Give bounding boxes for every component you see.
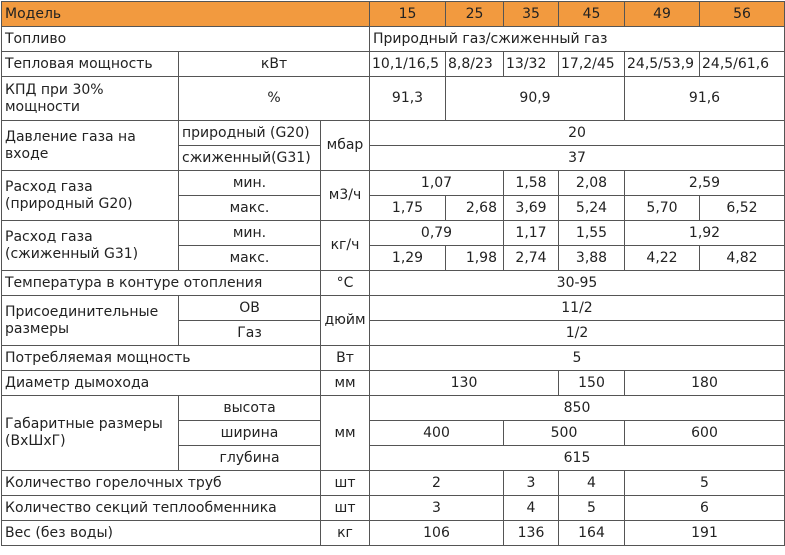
connection-gas-label: Газ xyxy=(179,321,321,346)
heat-output-value: 24,5/61,6 xyxy=(700,52,785,77)
fuel-row xyxy=(2,27,785,52)
weight-value: 136 xyxy=(504,521,559,546)
connection-row xyxy=(2,296,785,321)
efficiency-row xyxy=(2,77,785,121)
gas-flow-natural-max-value: 3,69 xyxy=(504,196,559,221)
gas-flow-natural-max-value: 5,70 xyxy=(625,196,700,221)
gas-flow-liquefied-min-label: мин. xyxy=(179,221,321,246)
gas-pressure-natural-label: природный (G20) xyxy=(179,121,321,146)
heat-output-value: 8,8/23 xyxy=(446,52,504,77)
fuel-label: Топливо xyxy=(2,27,370,52)
header-model-label: Модель xyxy=(2,2,370,27)
gas-flow-liquefied-max-value: 2,74 xyxy=(504,246,559,271)
power-consumption-row xyxy=(2,346,785,371)
exchanger-sections-label: Количество секций теплообменника xyxy=(2,496,321,521)
power-consumption-value: 5 xyxy=(370,346,785,371)
burner-tubes-value: 2 xyxy=(370,471,504,496)
gas-pressure-label: Давление газа на входе xyxy=(2,121,179,171)
weight-value: 164 xyxy=(559,521,625,546)
gas-pressure-liquefied-label: сжиженный(G31) xyxy=(179,146,321,171)
gas-flow-liquefied-unit: кг/ч xyxy=(321,221,370,271)
header-row xyxy=(2,2,785,27)
model-35: 35 xyxy=(504,2,559,27)
gas-flow-natural-min-value: 2,59 xyxy=(625,171,785,196)
dimensions-row xyxy=(2,396,785,421)
burner-tubes-value: 4 xyxy=(559,471,625,496)
model-49: 49 xyxy=(625,2,700,27)
heating-temp-label: Температура в контуре отопления xyxy=(2,271,321,296)
dimensions-label: Габаритные размеры (ВхШхГ) xyxy=(2,396,179,471)
gas-flow-natural-min-value: 1,58 xyxy=(504,171,559,196)
exchanger-sections-value: 3 xyxy=(370,496,504,521)
heat-output-value: 10,1/16,5 xyxy=(370,52,446,77)
exchanger-sections-unit: шт xyxy=(321,496,370,521)
weight-row xyxy=(2,521,785,546)
gas-flow-liquefied-min-value: 0,79 xyxy=(370,221,504,246)
gas-pressure-liquefied-value: 37 xyxy=(370,146,785,171)
connection-unit: дюйм xyxy=(321,296,370,346)
gas-flow-liquefied-min-value: 1,92 xyxy=(625,221,785,246)
heating-temp-unit: °C xyxy=(321,271,370,296)
heat-output-unit: кВт xyxy=(179,52,370,77)
weight-value: 191 xyxy=(625,521,785,546)
gas-flow-liquefied-max-value: 4,82 xyxy=(700,246,785,271)
efficiency-value: 91,3 xyxy=(370,77,446,121)
exchanger-sections-value: 5 xyxy=(559,496,625,521)
power-consumption-label: Потребляемая мощность xyxy=(2,346,321,371)
power-consumption-unit: Вт xyxy=(321,346,370,371)
dimensions-unit: мм xyxy=(321,396,370,471)
gas-flow-natural-row xyxy=(2,171,785,196)
gas-flow-natural-max-label: макс. xyxy=(179,196,321,221)
efficiency-unit: % xyxy=(179,77,370,121)
dimensions-width-value: 400 xyxy=(370,421,504,446)
flue-diameter-value: 150 xyxy=(559,371,625,396)
dimensions-height-value: 850 xyxy=(370,396,785,421)
model-25: 25 xyxy=(446,2,504,27)
heating-temp-value: 30-95 xyxy=(370,271,785,296)
gas-flow-liquefied-min-value: 1,17 xyxy=(504,221,559,246)
exchanger-sections-value: 4 xyxy=(504,496,559,521)
dimensions-width-value: 600 xyxy=(625,421,785,446)
gas-pressure-natural-value: 20 xyxy=(370,121,785,146)
gas-flow-liquefied-max-value: 4,22 xyxy=(625,246,700,271)
burner-tubes-value: 5 xyxy=(625,471,785,496)
model-15: 15 xyxy=(370,2,446,27)
gas-flow-liquefied-label: Расход газа (сжиженный G31) xyxy=(2,221,179,271)
dimensions-height-label: высота xyxy=(179,396,321,421)
dimensions-width-label: ширина xyxy=(179,421,321,446)
exchanger-sections-value: 6 xyxy=(625,496,785,521)
fuel-value: Природный газ/сжиженный газ xyxy=(370,27,785,52)
weight-label: Вес (без воды) xyxy=(2,521,321,546)
connection-heating-value: 11/2 xyxy=(370,296,785,321)
gas-flow-liquefied-max-value: 1,29 xyxy=(370,246,446,271)
gas-flow-natural-max-value: 5,24 xyxy=(559,196,625,221)
gas-flow-liquefied-max-label: макс. xyxy=(179,246,321,271)
heat-output-value: 13/32 xyxy=(504,52,559,77)
efficiency-label: КПД при 30% мощности xyxy=(2,77,179,121)
flue-diameter-label: Диаметр дымохода xyxy=(2,371,321,396)
gas-flow-natural-unit: м3/ч xyxy=(321,171,370,221)
flue-diameter-value: 180 xyxy=(625,371,785,396)
gas-flow-natural-max-value: 2,68 xyxy=(446,196,504,221)
gas-flow-liquefied-min-value: 1,55 xyxy=(559,221,625,246)
flue-diameter-row xyxy=(2,371,785,396)
gas-flow-liquefied-max-value: 3,88 xyxy=(559,246,625,271)
specifications-table xyxy=(1,1,785,546)
gas-flow-natural-label: Расход газа (природный G20) xyxy=(2,171,179,221)
efficiency-value: 91,6 xyxy=(625,77,785,121)
gas-flow-natural-min-value: 1,07 xyxy=(370,171,504,196)
heat-output-value: 24,5/53,9 xyxy=(625,52,700,77)
burner-tubes-row xyxy=(2,471,785,496)
dimensions-width-value: 500 xyxy=(504,421,625,446)
flue-diameter-value: 130 xyxy=(370,371,559,396)
burner-tubes-value: 3 xyxy=(504,471,559,496)
gas-pressure-row xyxy=(2,121,785,146)
gas-flow-natural-min-value: 2,08 xyxy=(559,171,625,196)
weight-unit: кг xyxy=(321,521,370,546)
gas-flow-natural-max-value: 1,75 xyxy=(370,196,446,221)
model-56: 56 xyxy=(700,2,785,27)
connection-heating-label: ОВ xyxy=(179,296,321,321)
model-45: 45 xyxy=(559,2,625,27)
gas-pressure-unit: мбар xyxy=(321,121,370,171)
burner-tubes-unit: шт xyxy=(321,471,370,496)
flue-diameter-unit: мм xyxy=(321,371,370,396)
heat-output-row xyxy=(2,52,785,77)
gas-flow-natural-min-label: мин. xyxy=(179,171,321,196)
heat-output-label: Тепловая мощность xyxy=(2,52,179,77)
connection-label: Присоединительные размеры xyxy=(2,296,179,346)
gas-flow-liquefied-row xyxy=(2,221,785,246)
efficiency-value: 90,9 xyxy=(446,77,625,121)
gas-flow-natural-max-value: 6,52 xyxy=(700,196,785,221)
heating-temp-row xyxy=(2,271,785,296)
burner-tubes-label: Количество горелочных труб xyxy=(2,471,321,496)
dimensions-depth-value: 615 xyxy=(370,446,785,471)
gas-flow-liquefied-max-value: 1,98 xyxy=(446,246,504,271)
dimensions-depth-label: глубина xyxy=(179,446,321,471)
connection-gas-value: 1/2 xyxy=(370,321,785,346)
exchanger-sections-row xyxy=(2,496,785,521)
weight-value: 106 xyxy=(370,521,504,546)
heat-output-value: 17,2/45 xyxy=(559,52,625,77)
